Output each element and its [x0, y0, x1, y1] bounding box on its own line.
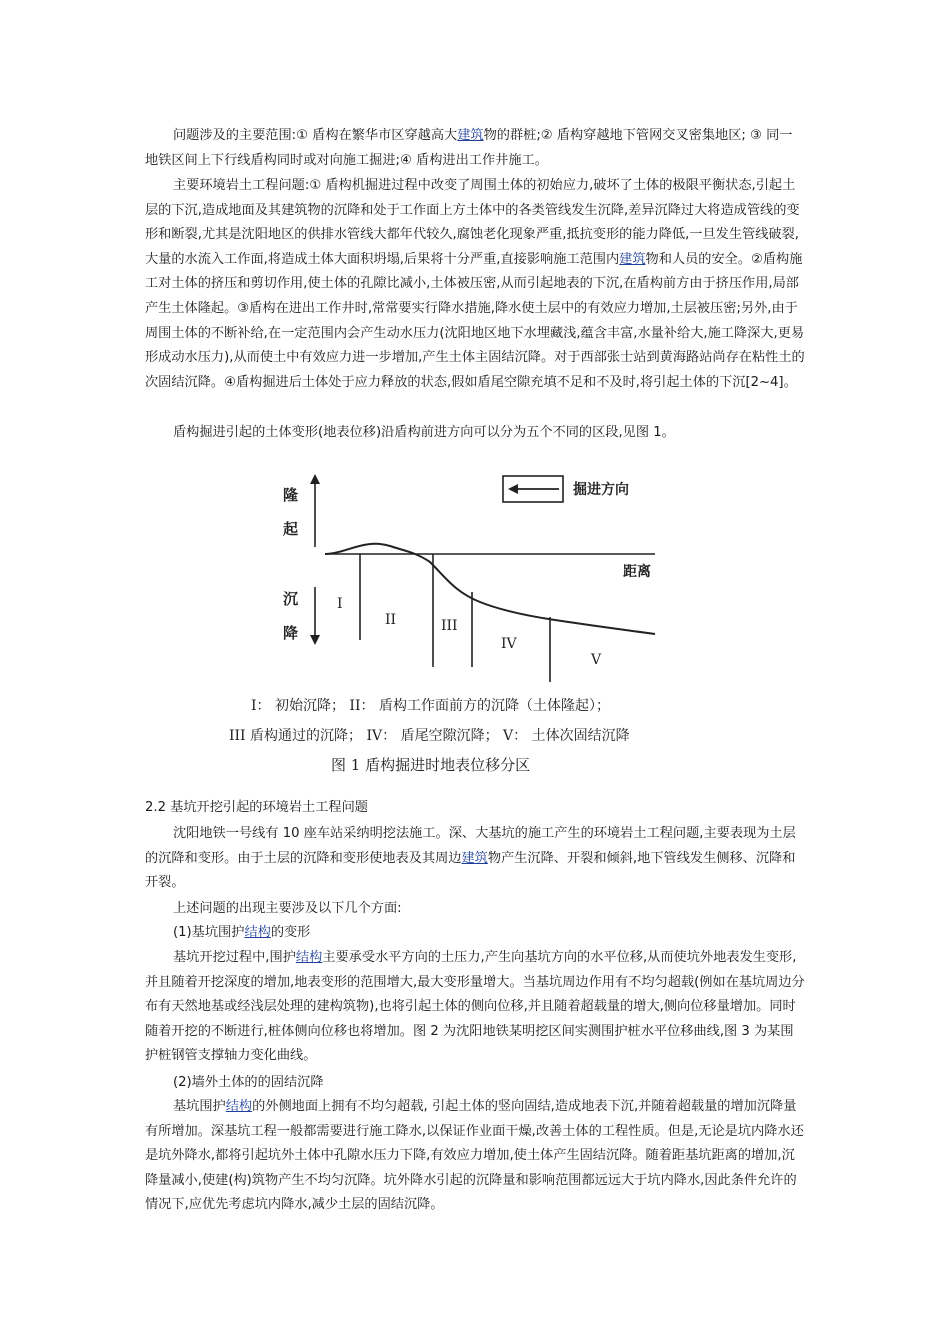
text-span: 基坑开挖过程中,围护 — [173, 950, 296, 965]
zone-label-2: II — [385, 612, 397, 628]
left-arrow-icon — [508, 484, 518, 494]
paragraph-main-problems — [145, 174, 805, 395]
link-structure[interactable]: 结构 — [244, 925, 271, 940]
paragraph-scope — [145, 124, 805, 173]
link-building[interactable]: 建筑 — [461, 850, 488, 866]
text-span: (1)基坑围护 — [173, 925, 245, 940]
direction-label: 掘进方向 — [573, 482, 629, 498]
text-span: 问题涉及的主要范围:① 盾构在繁华市区穿越高大 — [173, 128, 458, 143]
up-label-1: 隆 — [283, 486, 299, 504]
link-building[interactable]: 建筑 — [457, 128, 484, 143]
zone-label-4: IV — [501, 636, 517, 652]
up-arrow-icon — [310, 474, 320, 484]
text-span: 沈阳地铁一号线有 10 座车站采纳明挖法施工。深、大基坑的施工产生的环境岩土工程问题,主要表现为土层的沉降和变形。由于土层的沉降和变形使地表及其周边 — [145, 826, 796, 866]
up-label-2: 起 — [283, 520, 299, 538]
down-arrow-icon — [310, 635, 320, 645]
figure-diagram — [225, 452, 695, 782]
figure-caption: 图 1 盾构掘进时地表位移分区 — [331, 756, 531, 774]
text-span: 物和人员的安全。②盾构施工对土体的挤压和剪切作用,使土体的孔隙比减小,土体被压密,从而引起地表的下沉,在盾构前方由于挤压作用,局部产生土体隆起。③盾构在进出工作井时,常常要实行降水措施,降水使土层中的有效应力增加,土层被压密;另外,由于周围土体的不断补给,在一定范围内会产生动水压力(沈阳地区地下水埋藏浅,蕴含丰富,水量补给大,施工降深大,更易形成动水压力),从而使土中有效应力进一步增加,产生土体主固结沉降。对于西部张士站到黄海路站尚存在粘性土的次固结沉降。④盾构掘进后土体处于应力释放的状态,假如盾尾空隙充填不足和不及时,将引起土体的下沉[2~4]。 — [145, 251, 805, 390]
down-label-2: 降 — [283, 624, 299, 642]
text-span: 的变形 — [270, 925, 311, 940]
paragraph-retaining-deformation — [145, 946, 805, 1069]
paragraph-figure-intro: 盾构掘进引起的土体变形(地表位移)沿盾构前进方向可以分为五个不同的区段,见图 1。 — [173, 425, 675, 440]
zone-label-1: I — [337, 596, 343, 612]
text-span: 基坑围护 — [173, 1099, 226, 1114]
text-span: 物的群桩;② 盾构穿越地下管网交叉密集地区; ③ 同一地铁区间上下行线盾构同时或对向施工掘进;④ 盾构进出工作井施工。 — [145, 128, 793, 168]
paragraph-aspects: 上述问题的出现主要涉及以下几个方面: — [173, 901, 402, 916]
zone-label-3: III — [441, 618, 458, 634]
text-span: 主要承受水平方向的土压力,产生向基坑方向的水平位移,从而使坑外地表发生变形,并且随着开挖深度的增加,地表变形的范围增大,最大变形量增大。当基坑周边作用有不均匀超载(例如在基坑周边分布有天然地基或经浅层处理的建构筑物),也将引起土体的侧向位移,并且随着超载量的增大,侧向位移量增加。同时随着开挖的不断进行,桩体侧向位移也将增加。图 2 为沈阳地铁某明挖区间实测围护桩水平位移曲线,图 3 为某围护桩钢管支撑轴力变化曲线。 — [145, 950, 805, 1064]
down-label-1: 沉 — [283, 590, 299, 608]
figure-1 — [225, 452, 695, 782]
paragraph-excavation — [145, 822, 805, 896]
distance-label: 距离 — [623, 564, 651, 580]
section-heading-2-2: 2.2 基坑开挖引起的环境岩土工程问题 — [145, 800, 368, 815]
text-span: 主要环境岩土工程问题:① 盾构机掘进过程中改变了周围土体的初始应力,破坏了土体的极限平衡状态,引起土层的下沉,造成地面及其建筑物的沉降和处于工作面上方土体中的各类管线发生沉降,差异沉降过大将造成管线的变形和断裂,尤其是沈阳地区的供排水管线大都年代较久,腐蚀老化现象严重,抵抗变形的能力降低,一旦发生管线破裂,大量的水流入工作面,将造成土体大面积坍塌,后果将十分严重,直接影响施工范围内 — [145, 178, 800, 267]
paragraph-consolidation — [145, 1095, 805, 1218]
subheading-deformation — [145, 921, 805, 946]
figure-legend-line-1: I： 初始沉降； II： 盾构工作面前方的沉降（土体隆起）； — [251, 698, 610, 714]
link-structure[interactable]: 结构 — [295, 950, 323, 965]
text-span: 的外侧地面上拥有不均匀超载, 引起土体的竖向固结,造成地表下沉,并随着超载量的增加沉降量有所增加。深基坑工程一般都需要进行施工降水,以保证作业面干燥,改善土体的工程性质。但是,无论是坑内降水还是坑外降水,都将引起坑外土体中孔隙水压力下降,有效应力增加,使土体产生固结沉降。随着距基坑距离的增加,沉降量减小,使建(构)筑物产生不均匀沉降。坑外降水引起的沉降量和影响范围都远远大于坑内降水,因此条件允许的情况下,应优先考虑坑内降水,减少土层的固结沉降。 — [145, 1099, 804, 1213]
text-span: 物产生沉降、开裂和倾斜,地下管线发生侧移、沉降和开裂。 — [145, 850, 796, 891]
link-building[interactable]: 建筑 — [619, 251, 646, 267]
subheading-consolidation: (2)墙外土体的的固结沉降 — [173, 1075, 324, 1090]
figure-legend-line-2: III 盾构通过的沉降； IV： 盾尾空隙沉降； V： 土体次固结沉降 — [229, 728, 630, 744]
zone-label-5: V — [591, 652, 602, 668]
settlement-curve — [325, 544, 655, 634]
link-structure[interactable]: 结构 — [225, 1099, 253, 1114]
